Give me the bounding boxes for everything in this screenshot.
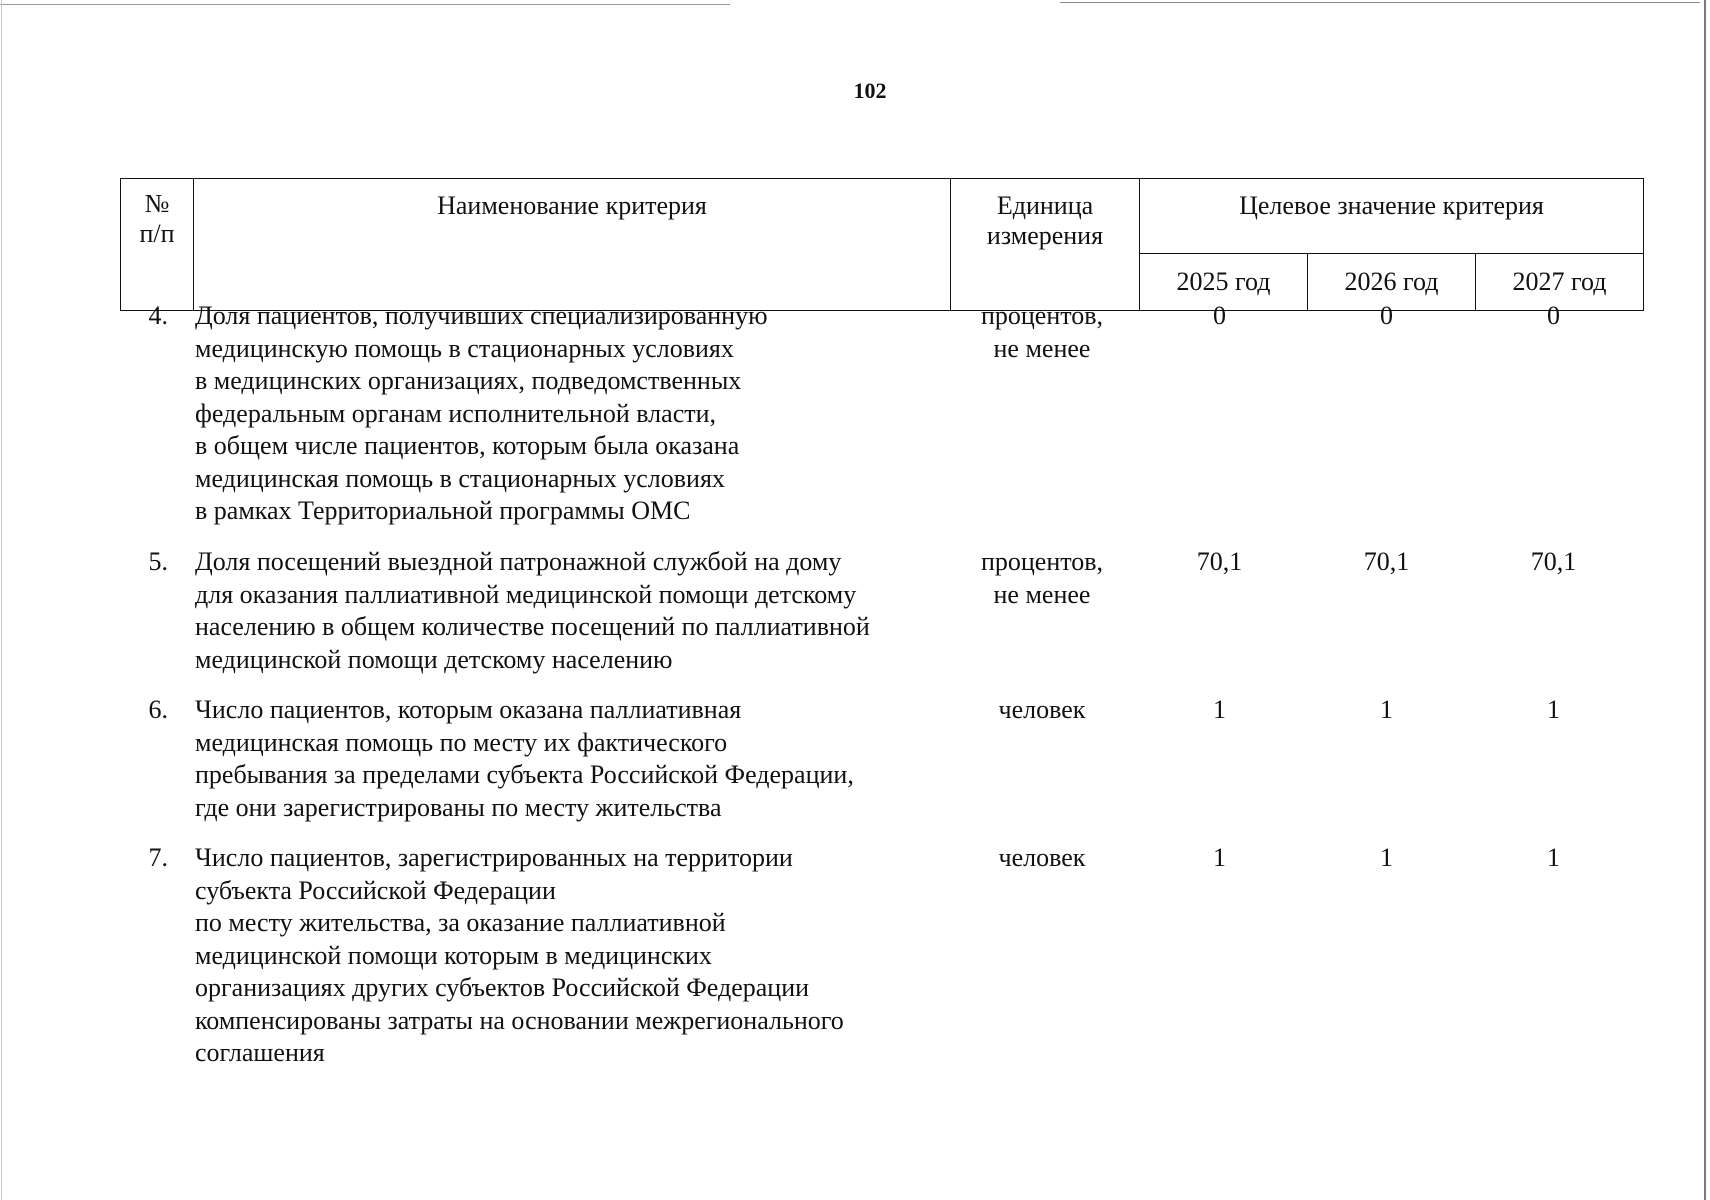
criterion-line: медицинскую помощь в стационарных условиях	[195, 333, 734, 363]
header-year-2026: 2026 год	[1308, 254, 1476, 311]
criterion-line: в медицинских организациях, подведомственных	[195, 366, 742, 395]
row-number: 7.	[148, 843, 168, 872]
header-unit-cell	[951, 179, 1140, 311]
header-target-cell: Целевое значение критерия	[1140, 179, 1644, 254]
criterion-name	[195, 546, 955, 676]
scan-edge-mark	[0, 4, 730, 5]
row-number: 5.	[148, 547, 168, 576]
scan-edge-mark	[1060, 2, 1700, 3]
unit-line: человек	[998, 695, 1086, 724]
value-2027: 0	[1547, 301, 1560, 330]
criterion-name	[195, 842, 955, 1070]
unit-cell	[948, 842, 1136, 875]
criterion-line: медицинская помощь по месту их фактического	[195, 727, 728, 757]
value-2025: 1	[1213, 695, 1226, 724]
criterion-line: медицинской помощи которым в медицинских	[195, 940, 712, 970]
criterion-line: субъекта Российской Федерации	[195, 875, 556, 905]
header-number-cell	[121, 179, 194, 311]
header-unit-label: измерения	[986, 221, 1104, 250]
value-2026: 0	[1380, 301, 1393, 330]
page-number: 102	[853, 78, 887, 103]
value-2027: 70,1	[1530, 547, 1577, 576]
table-header	[120, 178, 1644, 311]
header-year-2027: 2027 год	[1476, 254, 1644, 311]
criterion-line: где они зарегистрированы по месту жительства	[195, 792, 722, 822]
value-2025: 70,1	[1196, 547, 1243, 576]
row-number: 6.	[148, 695, 168, 724]
unit-line: человек	[998, 843, 1086, 872]
criterion-line: по месту жительства, за оказание паллиативной	[195, 908, 726, 937]
unit-cell	[948, 694, 1136, 727]
criterion-line: медицинская помощь в стационарных условиях	[195, 463, 725, 493]
criterion-line: Доля пациентов, получивших специализированную	[195, 301, 768, 330]
header-year-2025: 2025 год	[1140, 254, 1308, 311]
criterion-line: Доля посещений выездной патронажной службой на дому	[195, 547, 842, 576]
header-unit-label: Единица	[996, 191, 1094, 220]
criterion-line: для оказания паллиативной медицинской помощи детскому	[195, 579, 857, 609]
criterion-line: соглашения	[195, 1038, 325, 1067]
value-2027: 1	[1547, 843, 1560, 872]
criterion-line: организациях других субъектов Российской Федерации	[195, 973, 810, 1002]
criterion-name	[195, 300, 955, 528]
value-2026: 70,1	[1363, 547, 1410, 576]
criterion-line: Число пациентов, которым оказана паллиативная	[195, 695, 742, 724]
criterion-line: в рамках Территориальной программы ОМС	[195, 496, 691, 525]
unit-line: процентов,	[980, 547, 1104, 576]
criterion-line: медицинской помощи детскому населению	[195, 644, 673, 674]
value-2026: 1	[1380, 695, 1393, 724]
criterion-line: пребывания за пределами субъекта Российской Федерации,	[195, 760, 854, 789]
unit-line: процентов,	[980, 301, 1104, 330]
row-number: 4.	[148, 301, 168, 330]
header-number-label: п/п	[139, 219, 175, 248]
criterion-line: компенсированы затраты на основании межрегионального	[195, 1005, 844, 1035]
value-2027: 1	[1547, 695, 1560, 724]
header-name-cell: Наименование критерия	[194, 179, 951, 311]
criterion-line: в общем числе пациентов, которым была оказана	[195, 431, 740, 460]
scan-edge-mark	[1, 0, 2, 1200]
criterion-line: Число пациентов, зарегистрированных на территории	[195, 843, 793, 872]
value-2025: 1	[1213, 843, 1226, 872]
unit-cell	[948, 546, 1136, 611]
scan-edge-mark	[1704, 0, 1706, 1200]
header-number-label: №	[144, 189, 170, 218]
criterion-line: населению в общем количестве посещений по паллиативной	[195, 612, 870, 641]
unit-cell	[948, 300, 1136, 365]
value-2025: 0	[1213, 301, 1226, 330]
criterion-name	[195, 694, 955, 824]
unit-line: не менее	[993, 579, 1091, 609]
unit-line: не менее	[993, 333, 1091, 363]
criterion-line: федеральным органам исполнительной власти,	[195, 398, 717, 428]
value-2026: 1	[1380, 843, 1393, 872]
